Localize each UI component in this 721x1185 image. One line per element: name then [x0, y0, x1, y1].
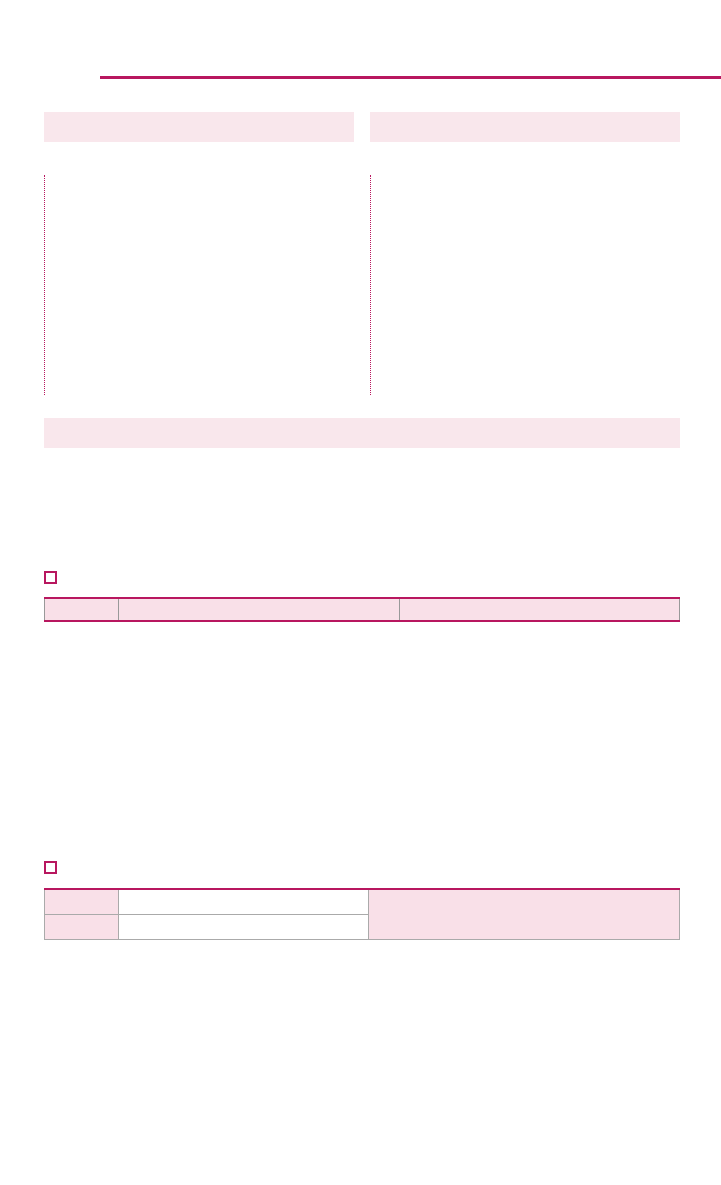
parking-label — [45, 914, 119, 939]
parking-card-info — [369, 889, 680, 939]
parking-label — [45, 889, 119, 914]
square-icon — [44, 861, 57, 874]
parking-table — [44, 888, 680, 940]
dawn-header-bar — [44, 418, 680, 448]
col-date — [45, 598, 119, 621]
car-heading — [44, 858, 65, 878]
col-week1 — [119, 598, 400, 621]
col-week2 — [399, 598, 680, 621]
square-icon — [44, 571, 57, 584]
fri-dotted-line — [370, 175, 371, 395]
wed-header-bar — [44, 112, 354, 142]
service-heading — [44, 568, 65, 588]
fri-header-bar — [370, 112, 680, 142]
title-divider — [100, 76, 721, 79]
service-table — [44, 597, 680, 622]
wed-dotted-line — [44, 175, 45, 395]
parking-value — [119, 889, 369, 914]
parking-value — [119, 914, 369, 939]
